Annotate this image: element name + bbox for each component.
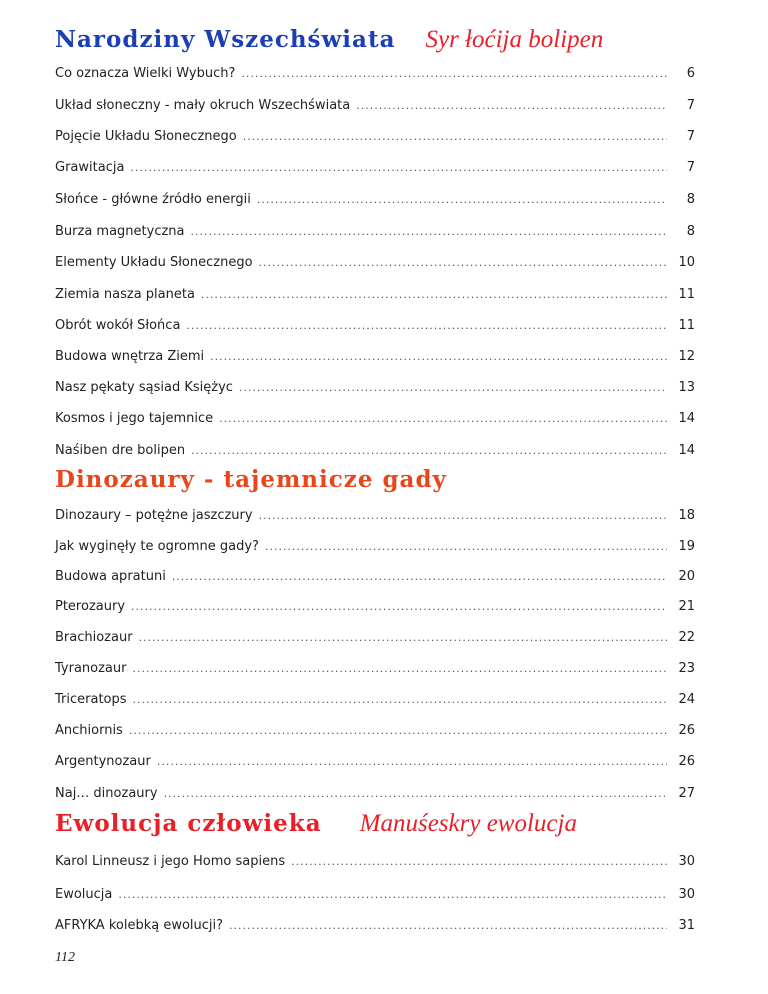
leader-dots <box>239 378 667 398</box>
leader-dots <box>241 64 667 84</box>
section-title: Ewolucja człowieka <box>55 810 322 837</box>
toc-entry-title: Budowa apratuni <box>55 569 166 584</box>
toc-entry-page: 21 <box>678 599 695 614</box>
toc-entry-page: 14 <box>678 411 695 426</box>
toc-entry-title: Pterozaury <box>55 599 126 614</box>
toc-entry-page: 11 <box>678 318 695 333</box>
toc-entry[interactable] <box>55 347 695 367</box>
toc-entry-page: 6 <box>686 66 695 81</box>
leader-dots <box>157 752 667 772</box>
toc-entry[interactable] <box>55 222 695 242</box>
leader-dots <box>186 316 667 336</box>
toc-entry[interactable] <box>55 537 695 557</box>
toc-entry-page: 14 <box>678 443 695 458</box>
toc-entry-title: Pojęcie Układu Słonecznego <box>55 129 237 144</box>
toc-entry[interactable] <box>55 96 695 116</box>
toc-entry[interactable] <box>55 158 695 178</box>
leader-dots <box>229 916 667 936</box>
toc-entry-page: 12 <box>678 349 695 364</box>
toc-entry-title: Ewolucja <box>55 887 113 902</box>
toc-entry-title: Układ słoneczny - mały okruch Wszechświata <box>55 98 351 113</box>
toc-entry-page: 31 <box>678 918 695 933</box>
toc-entry-title: Brachiozaur <box>55 630 133 645</box>
leader-dots <box>131 597 667 617</box>
toc-entry[interactable] <box>55 441 695 461</box>
leader-dots <box>257 190 667 210</box>
leader-dots <box>291 852 667 872</box>
toc-entry[interactable] <box>55 784 695 804</box>
toc-entry-title: Jak wyginęły te ogromne gady? <box>55 539 259 554</box>
leader-dots <box>118 885 667 905</box>
toc-entry-title: Naj… dinozaury <box>55 786 158 801</box>
toc-entry-page: 11 <box>678 287 695 302</box>
toc-entry[interactable] <box>55 916 695 936</box>
toc-entry-page: 7 <box>686 160 695 175</box>
toc-entry[interactable] <box>55 885 695 905</box>
toc-entry-title: Budowa wnętrza Ziemi <box>55 349 205 364</box>
toc-entry[interactable] <box>55 190 695 210</box>
toc-entry-page: 18 <box>678 508 695 523</box>
leader-dots <box>130 158 667 178</box>
toc-entry[interactable] <box>55 597 695 617</box>
toc-entry[interactable] <box>55 127 695 147</box>
leader-dots <box>356 96 667 116</box>
toc-entry-title: Ziemia nasza planeta <box>55 287 195 302</box>
toc-entry[interactable] <box>55 285 695 305</box>
toc-entry-title: Argentynozaur <box>55 754 151 769</box>
toc-entry-title: Nasz pękaty sąsiad Księżyc <box>55 380 233 395</box>
toc-entry[interactable] <box>55 752 695 772</box>
toc-entry-title: Burza magnetyczna <box>55 224 185 239</box>
leader-dots <box>191 222 667 242</box>
leader-dots <box>201 285 667 305</box>
toc-entry-title: Kosmos i jego tajemnice <box>55 411 214 426</box>
toc-entry-page: 26 <box>678 723 695 738</box>
toc-entry-page: 30 <box>678 854 695 869</box>
toc-entry-page: 19 <box>678 539 695 554</box>
toc-entry[interactable] <box>55 690 695 710</box>
leader-dots <box>139 628 667 648</box>
leader-dots <box>265 537 667 557</box>
toc-entry-title: Naśiben dre bolipen <box>55 443 186 458</box>
toc-entry[interactable] <box>55 659 695 679</box>
section-subtitle: Manuśeskry ewolucja <box>359 810 577 837</box>
toc-entry-page: 10 <box>678 255 695 270</box>
toc-entry[interactable] <box>55 628 695 648</box>
section-header-evolution <box>55 810 577 850</box>
toc-entry[interactable] <box>55 567 695 587</box>
leader-dots <box>219 409 667 429</box>
leader-dots <box>164 784 667 804</box>
leader-dots <box>259 506 667 526</box>
toc-entry-page: 8 <box>686 224 695 239</box>
toc-entry[interactable] <box>55 253 695 273</box>
leader-dots <box>243 127 667 147</box>
toc-entry-title: Dinozaury – potężne jaszczury <box>55 508 253 523</box>
section-header-dinosaurs <box>55 466 447 506</box>
toc-entry-title: Anchiornis <box>55 723 123 738</box>
toc-entry-page: 30 <box>678 887 695 902</box>
toc-entry-page: 24 <box>678 692 695 707</box>
toc-entry-page: 20 <box>678 569 695 584</box>
toc-entry-title: Co oznacza Wielki Wybuch? <box>55 66 236 81</box>
toc-entry-page: 26 <box>678 754 695 769</box>
toc-entry-title: Tyranozaur <box>55 661 127 676</box>
toc-entry[interactable] <box>55 409 695 429</box>
section-title: Narodziny Wszechświata <box>55 26 396 53</box>
toc-entry-title: Obrót wokół Słońca <box>55 318 181 333</box>
toc-entry[interactable] <box>55 378 695 398</box>
toc-entry-page: 7 <box>686 98 695 113</box>
toc-entry-page: 22 <box>678 630 695 645</box>
leader-dots <box>172 567 667 587</box>
toc-entry-page: 27 <box>678 786 695 801</box>
toc-entry-page: 23 <box>678 661 695 676</box>
toc-entry-title: AFRYKA kolebką ewolucji? <box>55 918 224 933</box>
leader-dots <box>210 347 667 367</box>
section-subtitle: Syr łoćija bolipen <box>425 26 604 53</box>
section-header-universe <box>55 26 603 66</box>
toc-entry[interactable] <box>55 506 695 526</box>
toc-entry[interactable] <box>55 64 695 84</box>
leader-dots <box>259 253 667 273</box>
page-number: 112 <box>55 950 75 965</box>
toc-entry-page: 8 <box>686 192 695 207</box>
section-title: Dinozaury - tajemnicze gady <box>55 466 447 493</box>
toc-entry-title: Triceratops <box>55 692 127 707</box>
toc-entry-title: Grawitacja <box>55 160 125 175</box>
toc-entry-page: 7 <box>686 129 695 144</box>
toc-entry-page: 13 <box>678 380 695 395</box>
toc-entry[interactable] <box>55 721 695 741</box>
leader-dots <box>191 441 667 461</box>
toc-entry[interactable] <box>55 852 695 872</box>
toc-entry-title: Elementy Układu Słonecznego <box>55 255 253 270</box>
leader-dots <box>129 721 667 741</box>
toc-entry[interactable] <box>55 316 695 336</box>
leader-dots <box>133 659 668 679</box>
leader-dots <box>133 690 667 710</box>
toc-entry-title: Karol Linneusz i jego Homo sapiens <box>55 854 286 869</box>
toc-entry-title: Słońce - główne źródło energii <box>55 192 251 207</box>
